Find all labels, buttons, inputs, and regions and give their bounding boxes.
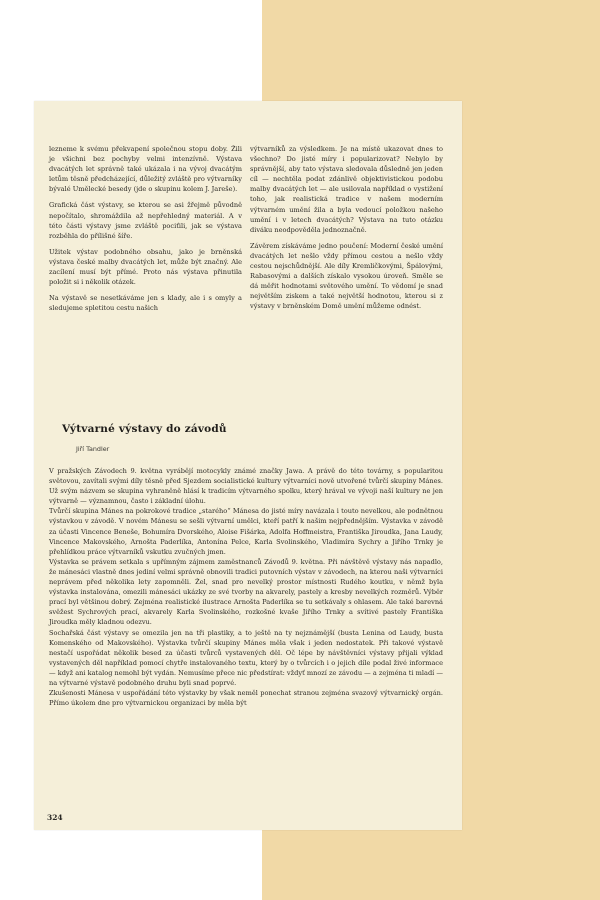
page-number: 324	[47, 813, 63, 822]
body-paragraph: Výstavka se právem setkala s upřímným zájmem zaměstnanců Závodů 9. května. Při návštěvě výstavy nás napadlo, že mánesáci vlastně dnes jediní velmi správně obnovili tradici putovních výstav v závodech, na kterou naši výtvarníci neprávem před několika lety zapomněli. Žel, snad pro nevelký prostor místnosti Rudého koutku, v němž byla výstavka instalována, omezili mánesáci ukázky ze své tvorby na akvarely, pastely a kresby nevelkých rozměrů. Výběr prací byl většinou dobrý. Zejména realistické ilustrace Arnošta Paderlíka se tu setkávaly s ohlasem. Ale také barevná svěžest Sychrových prací, akvarely Karla Svolinského, rozkošné kvaše Jiřího Trnky a svítivé pastely Františka Jiroudka měly kladnou odezvu.	[49, 557, 443, 627]
article-author: Jiří Tandler	[76, 445, 110, 453]
right-paragraph: Závěrem získáváme jedno poučení: Moderní české umění dvacátých let nešlo vždy přímou cestou a nešlo vždy cestou nejschůdnější. Ale díly Kremličkovými, Špálovými, Rabasovými a dalších získalo vysokou úroveň. Směle se dá měřit hodnotami světového umění. To vědomí je snad největším ziskem a také největší hodnotou, kterou si z výstavy v brněnském Domě umění můžeme odnést.	[250, 241, 443, 311]
body-paragraph: Tvůrčí skupina Mánes na pokrokové tradice „starého“ Mánesa do jisté míry navázala i touto nevelkou, ale podnětnou výstavkou v závodě. V novém Mánesu se sešli výtvarní umělci, kteří patří k našim nejpřednějším. Výstavka v závodě za účasti Vincence Beneše, Bohumíra Dvorského, Aloise Fišárka, Adolfa Hoffmeistra, Františka Jiroudka, Jana Laudy, Vincence Makovského, Arnošta Paderlíka, Antonína Pelce, Karla Svolinského, Vladimíra Sychry a Jiřího Trnky je přehlídkou práce výtvarníků vskutku zvučných jmen.	[49, 507, 443, 556]
right-column	[250, 144, 443, 318]
left-paragraph: Grafická část výstavy, se kterou se asi žřejmě původně nepočítalo, shromáždila až nepřehledný materiál. A v této části výstavy jsme zvláště pociťili, jak se výstava rozběhla do přílišné šíře.	[49, 201, 242, 240]
left-paragraph: Na výstavě se nesetkáváme jen s klady, ale i s omyly a sledujeme spletitou cestu našich	[49, 294, 242, 313]
left-paragraph: Užitek výstav podobného obsahu, jako je brněnská výstava české malby dvacátých let, může být značný. Ale zacílení musí být přímé. Proto nás výstava přinutila položit si i několik otázek.	[49, 247, 242, 287]
body-paragraph: Sochařská část výstavy se omezila jen na tři plastiky, a to ještě na ty nejznámější (busta Lenina od Laudy, busta Komenského od Makovského). Výstavka tvůrčí skupiny Mánes měla však i jeden nedostatek. Při takové výstavě nestačí uspořádat několik besed za účasti tvůrců vystavených děl. Oč lépe by návštěvníci výstavy přijali výklad vystavených děl například pomocí chytře instalovaného textu, který by o tvůrcích i o jejich díle podal živé informace — když ani katalog nemohl být vydán. Nemusíme přece nic předstírat: vždyť mnozí ze závodu — a zejména ti mladí — na výtvarné výstavě podobného druhu byli snad poprvé.	[49, 628, 443, 687]
article-body	[49, 466, 443, 708]
body-paragraph: Zkušenosti Mánesa v uspořádání této výstavky by však neměl ponechat stranou zejména svazový výtvarnický orgán. Přímo úkolem dne pro výtvarnickou organizaci by měla být	[49, 689, 443, 708]
article-title: Výtvarné výstavy do závodů	[62, 423, 227, 435]
left-column	[49, 144, 242, 319]
left-paragraph: lezneme k svému překvapení společnou stopu doby. Žili je všichni bez pochyby velmi intenzívně. Výstava dvacátých let správně také ukázala i na vývoj dvacátým letům těsně předcházející, důležitý zvláště pro výtvarníky bývalé Umělecké besedy (jde o skupinu kolem J. Jareše).	[49, 145, 242, 194]
right-paragraph: výtvarníků za výsledkem. Je na místě ukazovat dnes to všechno? Do jisté míry i popularizovat? Nebylo by správnější, aby tato výstava sledovala důsledně jen jeden cíl — nechtěla podat zdánlivě objektivistickou podobu malby dvacátých let — ale usilovala například o vystižení toho, jak realistická tradice v našem moderním výtvarném umění žila a byla vedoucí položkou našeho umění i v letech dvacátých? Výstava na tuto otázku diváku neodpověděla jednoznačně.	[250, 145, 443, 234]
body-paragraph: V pražských Závodech 9. května vyrábějí motocykly známé značky Jawa. A právě do této továrny, s popularitou světovou, zavítali svými díly těsně před Sjezdem socialistické kultury výtvarníci nově utvořené tvůrčí skupiny Mánes. Už svým názvem se skupina vyhraněně hlásí k tradicím výtvarného spolku, který hrával ve vývoji naší kultury ne jen výtvarně — významnou, často i základní úlohu.	[49, 467, 443, 506]
